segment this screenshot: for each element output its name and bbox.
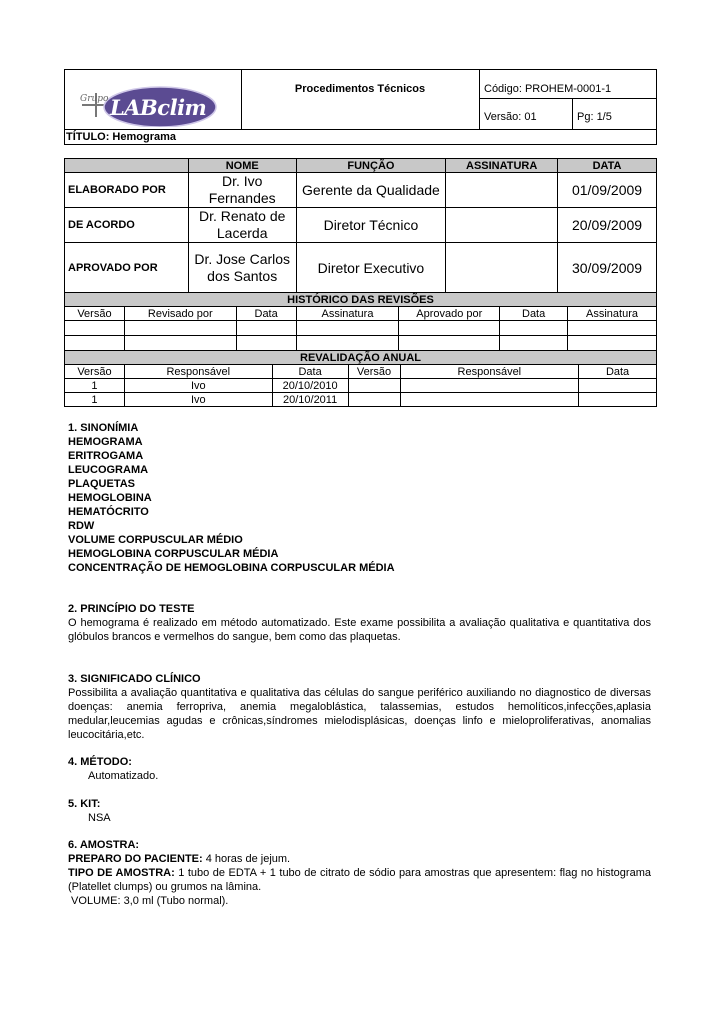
col-funcao: FUNÇÃO (296, 159, 446, 173)
list-item: PLAQUETAS (68, 478, 136, 490)
logo-cell (64, 69, 242, 130)
table-row (65, 208, 657, 243)
logo-script: Grupo (80, 94, 109, 104)
assinatura-cell (446, 208, 558, 243)
data-cell: 30/09/2009 (558, 243, 657, 294)
revalidacao-title: REVALIDAÇÃO ANUAL (65, 351, 657, 365)
revalidacao-table (64, 350, 657, 407)
section-title: 4. MÉTODO: (68, 756, 132, 768)
role-label: DE ACORDO (65, 208, 189, 243)
tipo-paragraph (68, 866, 651, 894)
section-3 (68, 672, 651, 742)
versao-cell (479, 99, 573, 130)
paragraph: NSA (88, 812, 111, 824)
logo-text: LABclim (110, 95, 207, 120)
list-item: HEMATÓCRITO (68, 506, 149, 518)
rev-col-responsavel2: Responsável (400, 365, 579, 379)
codigo-text: Código: PROHEM-0001-1 (484, 83, 612, 95)
list-item: LEUCOGRAMA (68, 464, 149, 476)
section-title: 2. PRINCÍPIO DO TESTE (68, 603, 195, 615)
preparo-text: 4 horas de jejum. (202, 853, 291, 865)
versao-text: Versão: 01 (484, 111, 537, 123)
historico-title: HISTÓRICO DAS REVISÕES (65, 293, 657, 307)
assinatura-cell (446, 173, 558, 208)
list-item: ERITROGAMA (68, 450, 144, 462)
hist-col-assinatura2: Assinatura (568, 307, 657, 321)
section-1 (68, 421, 651, 575)
col-assinatura: ASSINATURA (446, 159, 558, 173)
table-row (65, 321, 657, 336)
rev-col-versao: Versão (65, 365, 125, 379)
funcao-cell: Gerente da Qualidade (296, 173, 446, 208)
table-row: 1 Ivo 20/10/2010 (65, 379, 657, 393)
pagina-cell (573, 99, 657, 130)
rev-col-responsavel: Responsável (124, 365, 272, 379)
col-data: DATA (558, 159, 657, 173)
list-item: RDW (68, 520, 95, 532)
rev-col-versao2: Versão (348, 365, 400, 379)
codigo-cell (479, 69, 657, 99)
assinatura-cell (446, 243, 558, 294)
list-item: CONCENTRAÇÃO DE HEMOGLOBINA CORPUSCULAR MÉDIA (68, 562, 395, 574)
hist-col-aprovado: Aprovado por (399, 307, 500, 321)
historico-table (64, 292, 657, 351)
role-label: ELABORADO POR (65, 173, 189, 208)
titulo-row (64, 129, 657, 145)
section-6 (68, 838, 651, 908)
table-row (65, 336, 657, 351)
hist-col-data: Data (236, 307, 296, 321)
section-title: 1. SINONÍMIA (68, 422, 139, 434)
section-title: 5. KIT: (68, 798, 101, 810)
table-row: 1 Ivo 20/10/2011 (65, 393, 657, 407)
tipo-label: TIPO DE AMOSTRA: (68, 867, 175, 879)
paragraph: Automatizado. (88, 770, 159, 782)
paragraph: Possibilita a avaliação quantitativa e qualitativa das células do sangue periférico auxiliando no diagnostico de diversas doenças: anemia ferropriva, anemia megaloblástica, talassemias, estudos hemolíticos,infecções,aplasia medular,leucemias agudas e crônicas,síndromes mielodisplásicas, doenças linfo e mieloproliferativas, anomalias leucocitária,etc. (68, 687, 651, 741)
nome-cell: Dr. Ivo Fernandes (188, 173, 296, 208)
volume-text: VOLUME: 3,0 ml (Tubo normal). (68, 895, 229, 907)
data-cell: 01/09/2009 (558, 173, 657, 208)
role-label: APROVADO POR (65, 243, 189, 294)
tipo-text: 1 tubo de EDTA + 1 tubo de citrato de sódio para amostras que apresentem: flag no histograma (Platellet clumps) ou grumos na lâmina. (68, 867, 651, 893)
section-4 (68, 755, 651, 783)
preparo-paragraph (68, 852, 651, 866)
col-nome: NOME (188, 159, 296, 173)
doc-title: Procedimentos Técnicos (294, 83, 426, 95)
pagina-text: Pg: 1/5 (577, 111, 612, 123)
preparo-label: PREPARO DO PACIENTE: (68, 853, 203, 865)
table-row (65, 173, 657, 208)
list-item: HEMOGLOBINA CORPUSCULAR MÉDIA (68, 548, 279, 560)
nome-cell: Dr. Jose Carlos dos Santos (188, 243, 296, 294)
hist-col-versao: Versão (65, 307, 125, 321)
section-title: 3. SIGNIFICADO CLÍNICO (68, 673, 201, 685)
funcao-cell: Diretor Executivo (296, 243, 446, 294)
hist-col-revisado: Revisado por (124, 307, 236, 321)
rev-col-data: Data (272, 365, 348, 379)
paragraph: O hemograma é realizado em método automatizado. Este exame possibilita a avaliação qualitativa e quantitativa dos glóbulos brancos e vermelhos do sangue, bem como das plaquetas. (68, 617, 651, 643)
list-item: VOLUME CORPUSCULAR MÉDIO (68, 534, 243, 546)
funcao-cell: Diretor Técnico (296, 208, 446, 243)
section-5 (68, 797, 651, 825)
section-title: 6. AMOSTRA: (68, 839, 140, 851)
section-2 (68, 602, 651, 644)
rev-col-data2: Data (579, 365, 657, 379)
list-item: HEMOGRAMA (68, 436, 143, 448)
titulo-text: TÍTULO: Hemograma (66, 131, 177, 143)
approval-table (64, 158, 657, 294)
table-row (65, 243, 657, 294)
list-item: HEMOGLOBINA (68, 492, 152, 504)
nome-cell: Dr. Renato de Lacerda (188, 208, 296, 243)
hist-col-data2: Data (500, 307, 568, 321)
data-cell: 20/09/2009 (558, 208, 657, 243)
hist-col-assinatura: Assinatura (296, 307, 399, 321)
